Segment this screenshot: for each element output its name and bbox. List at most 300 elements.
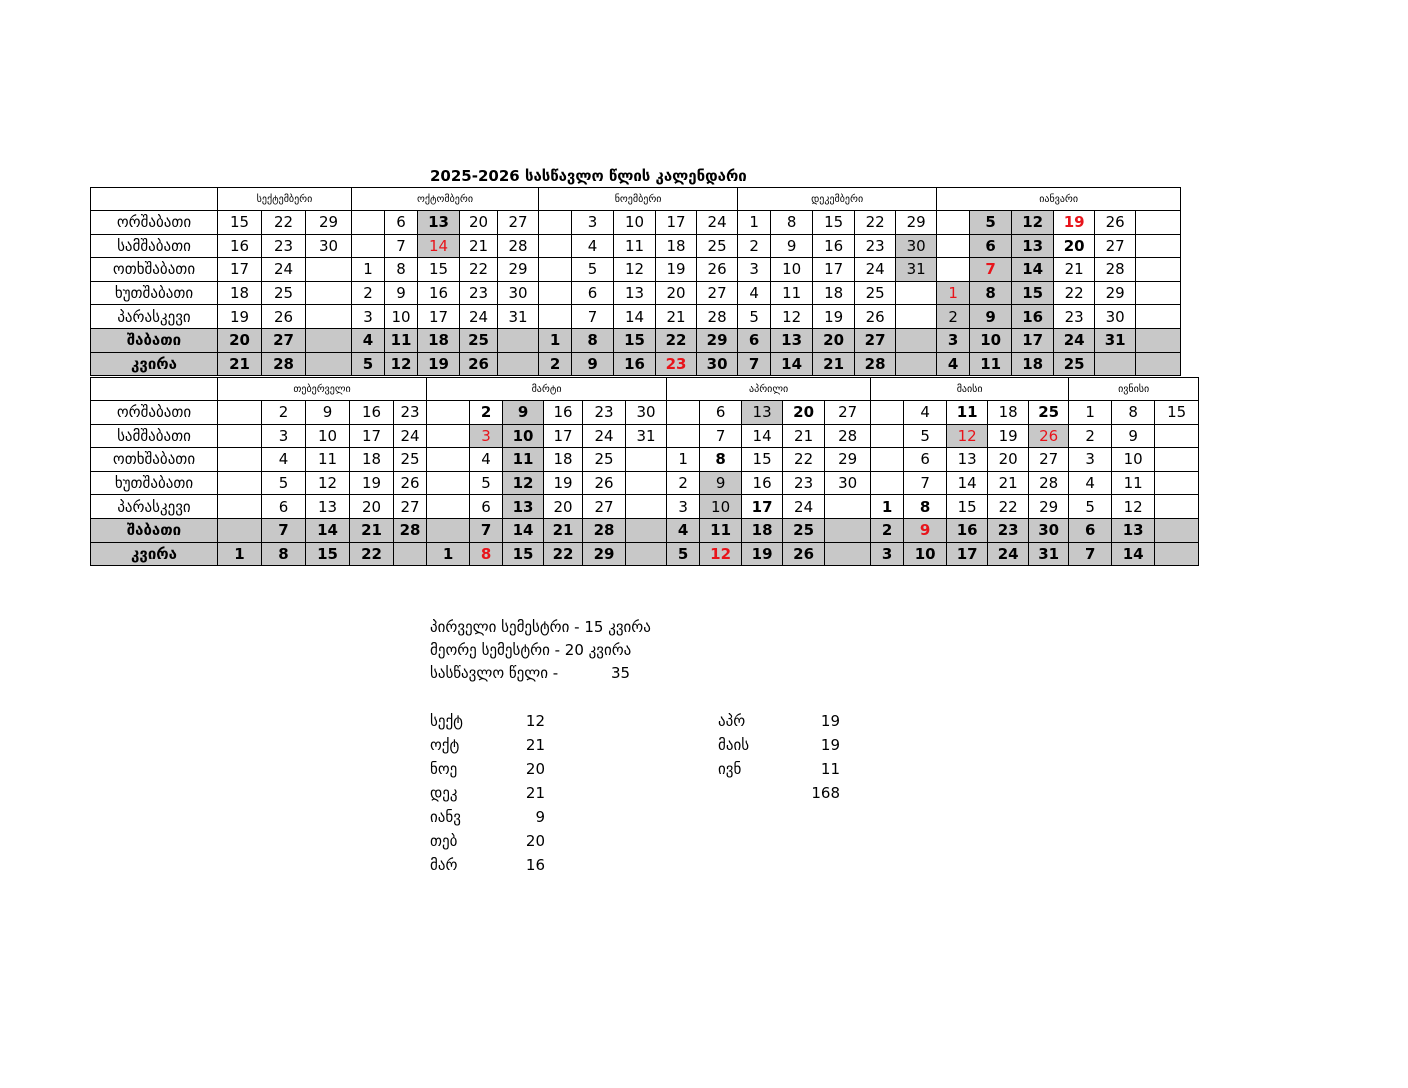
month-count-value: 16 [525,856,545,874]
day-cell: 17 [1012,328,1054,352]
day-cell [306,352,352,376]
day-cell: 28 [583,518,626,542]
day-cell: 16 [813,234,855,258]
day-cell [937,234,970,258]
day-cell: 29 [498,258,539,282]
day-cell [937,258,970,282]
day-cell [1155,495,1199,519]
day-cell: 7 [572,305,614,329]
day-cell: 12 [385,352,418,376]
day-cell: 20 [656,281,697,305]
weekday-label: პარასკევი [91,305,218,329]
day-cell: 29 [306,211,352,235]
day-cell [306,328,352,352]
day-cell: 8 [262,542,306,566]
day-cell: 10 [700,495,742,519]
day-cell: 29 [697,328,738,352]
day-cell [896,352,937,376]
day-cell: 26 [262,305,306,329]
day-cell: 30 [306,234,352,258]
weekday-label: სამშაბათი [91,234,218,258]
day-cell: 24 [583,424,626,448]
day-cell: 14 [418,234,460,258]
day-cell: 21 [988,471,1029,495]
day-cell: 3 [470,424,503,448]
day-cell: 9 [904,518,947,542]
month-count-value: 12 [525,712,545,730]
day-cell: 15 [503,542,544,566]
month-count-value: 11 [820,760,840,778]
day-cell: 15 [614,328,656,352]
calendar-table-autumn [90,187,1181,376]
day-cell: 3 [667,495,700,519]
weekday-label: ხუთშაბათი [91,471,218,495]
weekday-label: სამშაბათი [91,424,218,448]
day-cell: 9 [503,401,544,425]
month-count-value: 20 [525,760,545,778]
day-cell: 21 [460,234,498,258]
day-cell: 2 [738,234,771,258]
day-cell: 16 [947,518,988,542]
day-cell: 17 [218,258,262,282]
day-cell: 23 [656,352,697,376]
weekday-row [91,211,1181,235]
day-cell [871,424,904,448]
day-cell [539,211,572,235]
day-cell: 20 [460,211,498,235]
day-cell: 28 [394,518,427,542]
day-cell: 1 [218,542,262,566]
day-cell [1155,471,1199,495]
day-cell: 18 [656,234,697,258]
day-cell: 6 [904,448,947,472]
day-cell: 25 [262,281,306,305]
calendar-table-spring [90,377,1199,566]
day-cell: 27 [498,211,539,235]
day-cell: 25 [583,448,626,472]
day-cell: 18 [1012,352,1054,376]
day-cell: 25 [1029,401,1069,425]
day-cell: 2 [262,401,306,425]
day-cell: 23 [1054,305,1095,329]
day-cell: 26 [394,471,427,495]
day-cell: 6 [470,495,503,519]
weekday-row [91,401,1199,425]
day-cell: 29 [896,211,937,235]
month-header: მარტი [427,378,667,401]
weekday-label: კვირა [91,352,218,376]
day-cell [896,328,937,352]
day-cell: 24 [783,495,825,519]
weekday-label: ხუთშაბათი [91,281,218,305]
day-cell: 16 [1012,305,1054,329]
month-count-label: ოქტ [430,736,460,754]
day-cell [825,542,871,566]
weekday-label: კვირა [91,542,218,566]
day-cell: 25 [783,518,825,542]
day-cell: 15 [742,448,783,472]
weekday-label: შაბათი [91,518,218,542]
day-cell: 5 [470,471,503,495]
day-cell: 13 [771,328,813,352]
day-cell: 9 [970,305,1012,329]
weekday-row [91,471,1199,495]
day-cell: 4 [470,448,503,472]
day-cell: 22 [656,328,697,352]
day-cell: 23 [783,471,825,495]
day-cell [218,495,262,519]
day-cell [218,518,262,542]
day-cell: 2 [871,518,904,542]
day-cell: 18 [813,281,855,305]
day-cell: 29 [1095,281,1136,305]
total-days-value: 168 [811,784,840,802]
day-cell [427,448,470,472]
month-header: იანვარი [937,188,1181,211]
weekday-label: ორშაბათი [91,211,218,235]
month-header: თებერველი [218,378,427,401]
day-cell: 22 [988,495,1029,519]
day-cell: 28 [1095,258,1136,282]
day-cell: 16 [350,401,394,425]
day-cell: 24 [855,258,896,282]
day-cell: 5 [262,471,306,495]
day-cell: 26 [697,258,738,282]
day-cell: 26 [460,352,498,376]
month-count-value: 21 [525,784,545,802]
day-cell: 5 [352,352,385,376]
day-cell: 25 [697,234,738,258]
day-cell: 11 [947,401,988,425]
day-cell: 5 [970,211,1012,235]
day-cell: 17 [418,305,460,329]
day-cell [825,495,871,519]
day-cell: 12 [306,471,350,495]
day-cell: 7 [904,471,947,495]
day-cell: 23 [988,518,1029,542]
day-cell: 29 [825,448,871,472]
day-cell: 5 [667,542,700,566]
day-cell: 11 [614,234,656,258]
day-cell: 30 [1029,518,1069,542]
weekday-row [91,305,1181,329]
day-cell [1155,424,1199,448]
day-cell: 21 [656,305,697,329]
day-cell [218,401,262,425]
day-cell: 4 [667,518,700,542]
day-cell: 23 [262,234,306,258]
day-cell: 15 [813,211,855,235]
month-count-label: სექტ [430,712,463,730]
weekday-row [91,258,1181,282]
day-cell: 27 [855,328,896,352]
semester-2-summary: მეორე სემესტრი - 20 კვირა [430,641,632,659]
day-cell [871,448,904,472]
day-cell: 15 [947,495,988,519]
day-cell: 4 [1069,471,1112,495]
day-cell: 1 [738,211,771,235]
day-cell: 8 [904,495,947,519]
day-cell: 24 [394,424,427,448]
calendar-title: 2025-2026 სასწავლო წლის კალენდარი [430,167,747,185]
day-cell: 16 [418,281,460,305]
day-cell: 6 [738,328,771,352]
day-cell: 6 [1069,518,1112,542]
day-cell: 8 [470,542,503,566]
day-cell [218,471,262,495]
day-cell: 18 [544,448,583,472]
day-cell: 12 [700,542,742,566]
day-cell: 7 [700,424,742,448]
day-cell: 15 [418,258,460,282]
day-cell: 3 [738,258,771,282]
day-cell: 18 [988,401,1029,425]
day-cell: 12 [1012,211,1054,235]
day-cell: 24 [262,258,306,282]
day-cell [626,471,667,495]
weekday-row [91,424,1199,448]
day-cell: 21 [544,518,583,542]
day-cell [498,352,539,376]
day-cell: 9 [385,281,418,305]
day-cell: 4 [904,401,947,425]
day-cell: 22 [262,211,306,235]
day-cell: 31 [626,424,667,448]
day-cell: 3 [1069,448,1112,472]
day-cell: 20 [813,328,855,352]
day-cell [394,542,427,566]
weekday-label: ორშაბათი [91,401,218,425]
day-cell: 4 [572,234,614,258]
day-cell: 21 [1054,258,1095,282]
day-cell: 26 [1029,424,1069,448]
day-cell: 12 [947,424,988,448]
weekday-label: ოთხშაბათი [91,258,218,282]
day-cell: 12 [503,471,544,495]
day-cell: 5 [738,305,771,329]
day-cell: 9 [700,471,742,495]
day-cell: 30 [697,352,738,376]
day-cell: 15 [218,211,262,235]
day-cell: 31 [1095,328,1136,352]
day-cell [1136,352,1181,376]
day-cell: 20 [988,448,1029,472]
weekday-row [91,448,1199,472]
day-cell: 3 [352,305,385,329]
day-cell: 8 [700,448,742,472]
day-cell: 9 [1112,424,1155,448]
day-cell: 14 [947,471,988,495]
year-summary-label: სასწავლო წელი - [430,664,559,682]
day-cell [1136,258,1181,282]
day-cell: 19 [656,258,697,282]
day-cell: 8 [771,211,813,235]
month-count-value: 20 [525,832,545,850]
day-cell [539,281,572,305]
day-cell: 23 [855,234,896,258]
day-cell: 17 [947,542,988,566]
day-cell: 27 [394,495,427,519]
day-cell: 3 [871,542,904,566]
corner-cell [91,378,218,401]
day-cell: 20 [544,495,583,519]
month-header: ნოემბერი [539,188,738,211]
weekday-row [91,542,1199,566]
day-cell: 18 [350,448,394,472]
day-cell: 27 [1095,234,1136,258]
day-cell: 31 [498,305,539,329]
day-cell [306,281,352,305]
day-cell: 18 [218,281,262,305]
month-count-value: 19 [820,736,840,754]
day-cell: 30 [825,471,871,495]
day-cell [626,518,667,542]
day-cell: 21 [813,352,855,376]
day-cell: 23 [394,401,427,425]
day-cell: 18 [418,328,460,352]
day-cell: 13 [1012,234,1054,258]
day-cell [896,305,937,329]
day-cell: 2 [667,471,700,495]
day-cell: 18 [742,518,783,542]
day-cell [871,471,904,495]
day-cell: 28 [825,424,871,448]
day-cell: 13 [742,401,783,425]
month-count-value: 19 [820,712,840,730]
month-header: აპრილი [667,378,871,401]
month-header: ოქტომბერი [352,188,539,211]
day-cell: 6 [385,211,418,235]
day-cell [539,258,572,282]
day-cell: 13 [614,281,656,305]
day-cell: 4 [262,448,306,472]
day-cell: 7 [470,518,503,542]
month-count-value: 21 [525,736,545,754]
day-cell: 10 [1112,448,1155,472]
day-cell [1136,328,1181,352]
day-cell [427,401,470,425]
day-cell: 2 [1069,424,1112,448]
day-cell: 14 [614,305,656,329]
day-cell: 30 [626,401,667,425]
day-cell: 17 [656,211,697,235]
day-cell [539,305,572,329]
day-cell: 19 [544,471,583,495]
weekday-row [91,495,1199,519]
day-cell: 14 [503,518,544,542]
day-cell: 13 [947,448,988,472]
day-cell: 19 [350,471,394,495]
day-cell: 1 [871,495,904,519]
month-count-value: 9 [535,808,545,826]
day-cell: 26 [583,471,626,495]
day-cell: 17 [742,495,783,519]
day-cell: 6 [572,281,614,305]
day-cell: 29 [1029,495,1069,519]
day-cell: 14 [1012,258,1054,282]
day-cell: 1 [1069,401,1112,425]
day-cell: 5 [904,424,947,448]
day-cell: 24 [460,305,498,329]
day-cell: 17 [544,424,583,448]
day-cell: 11 [771,281,813,305]
day-cell: 2 [470,401,503,425]
day-cell: 17 [813,258,855,282]
day-cell: 11 [970,352,1012,376]
day-cell: 3 [937,328,970,352]
day-cell [352,211,385,235]
month-header: სექტემბერი [218,188,352,211]
day-cell: 4 [738,281,771,305]
day-cell: 29 [583,542,626,566]
day-cell: 16 [742,471,783,495]
day-cell: 2 [937,305,970,329]
day-cell: 1 [539,328,572,352]
day-cell: 13 [1112,518,1155,542]
day-cell: 10 [904,542,947,566]
day-cell [352,234,385,258]
day-cell: 31 [896,258,937,282]
year-summary-value: 35 [611,664,631,682]
day-cell: 16 [544,401,583,425]
day-cell: 13 [503,495,544,519]
day-cell [539,234,572,258]
day-cell: 26 [783,542,825,566]
day-cell: 28 [1029,471,1069,495]
day-cell: 24 [988,542,1029,566]
day-cell: 6 [970,234,1012,258]
month-count-label: ივნ [718,760,742,778]
day-cell: 14 [742,424,783,448]
weekday-label: ოთხშაბათი [91,448,218,472]
weekday-row [91,352,1181,376]
day-cell [427,471,470,495]
day-cell: 28 [697,305,738,329]
day-cell: 7 [385,234,418,258]
day-cell: 5 [572,258,614,282]
day-cell: 14 [306,518,350,542]
day-cell: 13 [306,495,350,519]
day-cell: 22 [544,542,583,566]
weekday-label: პარასკევი [91,495,218,519]
day-cell: 22 [783,448,825,472]
day-cell [896,281,937,305]
day-cell: 4 [352,328,385,352]
day-cell: 25 [460,328,498,352]
day-cell: 19 [418,352,460,376]
day-cell: 2 [352,281,385,305]
semester-1-summary: პირველი სემესტრი - 15 კვირა [430,618,651,636]
day-cell: 11 [385,328,418,352]
day-cell: 6 [262,495,306,519]
day-cell: 19 [1054,211,1095,235]
day-cell [427,424,470,448]
day-cell: 7 [738,352,771,376]
day-cell [498,328,539,352]
day-cell: 8 [385,258,418,282]
weekday-row [91,328,1181,352]
day-cell [825,518,871,542]
day-cell: 1 [352,258,385,282]
day-cell: 15 [1012,281,1054,305]
day-cell: 20 [218,328,262,352]
day-cell: 10 [503,424,544,448]
day-cell [1155,542,1199,566]
day-cell [626,448,667,472]
day-cell: 19 [218,305,262,329]
day-cell: 19 [813,305,855,329]
day-cell: 22 [460,258,498,282]
